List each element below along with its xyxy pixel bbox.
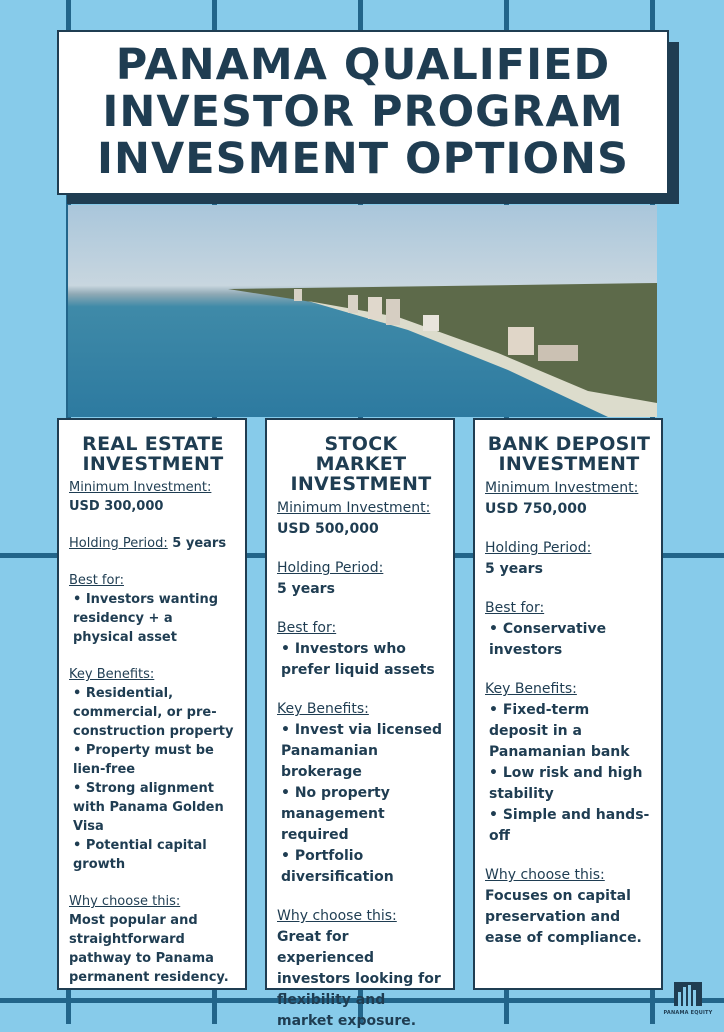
title-line: PANAMA QUALIFIED [115, 40, 611, 90]
card-heading: REAL ESTATE INVESTMENT [82, 433, 224, 475]
best-for-item: Investors who prefer liquid assets [281, 641, 435, 678]
why-label: Why choose this: [69, 894, 181, 909]
buildings-icon [674, 982, 702, 1006]
bank-deposit-card: BANK DEPOSIT INVESTMENT Minimum Investment: USD 750,000 Holding Period: 5 years Best for: • Conservative investors Key Benefits: • Fixed-term deposit in a Panamanian bank • Low risk and high stability • Simple and hands-off Why choose this: Focuses on capital preservation and ease of compliance. [473, 418, 663, 990]
stock-market-card: STOCK MARKET INVESTMENT Minimum Investment: USD 500,000 Holding Period: 5 years Best for: • Investors who prefer liquid assets Key Benefits: • Invest via licensed Panamanian brokerage • No property management required • Portfolio diversification Why choose this: Great for experienced investors looking for flexibility and market exposure. [265, 418, 455, 990]
holding-period-label: Holding Period: [485, 540, 592, 556]
logo-text: PANAMA EQUITY [663, 1010, 713, 1016]
benefit-item: Simple and hands-off [489, 807, 650, 844]
best-for-label: Best for: [277, 620, 337, 636]
min-investment-label: Minimum Investment: [277, 500, 431, 516]
real-estate-card: REAL ESTATE INVESTMENT Minimum Investment: USD 300,000 Holding Period: 5 years Best for: • Investors wanting residency + a physical asset Key Benefits: • Residential, commercial, or pre-construction property • Property must be lien-free • Strong alignment with Panama Golden Visa • Potential capital growth Why choose this: Most popular and straightforward pathway to Panama permanent residency. [57, 418, 247, 990]
benefit-item: Property must be lien-free [73, 743, 214, 777]
benefit-item: Invest via licensed Panamanian brokerage [281, 722, 442, 780]
best-for-item: Investors wanting residency + a physical asset [73, 592, 219, 645]
coastline-photo [68, 205, 657, 417]
title-line: INVESMENT OPTIONS [97, 134, 629, 184]
benefit-item: Strong alignment with Panama Golden Visa [73, 781, 224, 834]
benefit-item: Low risk and high stability [489, 765, 643, 802]
holding-period-label: Holding Period: [277, 560, 384, 576]
key-benefits-label: Key Benefits: [69, 667, 155, 682]
card-heading: STOCK MARKET INVESTMENT [290, 433, 432, 495]
why-label: Why choose this: [485, 867, 605, 883]
min-investment-value: USD 500,000 [277, 521, 379, 537]
benefit-item: Potential capital growth [73, 838, 207, 872]
why-text: Focuses on capital preservation and ease of compliance. [485, 888, 642, 946]
min-investment-value: USD 750,000 [485, 501, 587, 517]
panama-equity-logo [662, 982, 714, 1016]
best-for-label: Best for: [69, 573, 124, 588]
min-investment-label: Minimum Investment: [69, 480, 212, 495]
benefit-item: Fixed-term deposit in a Panamanian bank [489, 702, 630, 760]
title-box [57, 30, 669, 195]
benefit-item: No property management required [281, 785, 390, 843]
card-heading: BANK DEPOSIT INVESTMENT [487, 433, 651, 475]
key-benefits-label: Key Benefits: [277, 701, 369, 717]
holding-period-value: 5 years [277, 581, 335, 597]
key-benefits-label: Key Benefits: [485, 681, 577, 697]
holding-period-value: 5 years [485, 561, 543, 577]
min-investment-value: USD 300,000 [69, 499, 164, 514]
title-line: INVESTOR PROGRAM [102, 87, 624, 137]
why-text: Great for experienced investors looking for flexibility and market exposure. [277, 929, 441, 1029]
min-investment-label: Minimum Investment: [485, 480, 639, 496]
why-text: Most popular and straightforward pathway to Panama permanent residency. [69, 913, 229, 985]
holding-period-value: 5 years [172, 536, 227, 551]
why-label: Why choose this: [277, 908, 397, 924]
benefit-item: Portfolio diversification [281, 848, 394, 885]
best-for-item: Conservative investors [489, 621, 607, 658]
holding-period-label: Holding Period: [69, 536, 168, 551]
benefit-item: Residential, commercial, or pre-construction property [73, 686, 234, 739]
best-for-label: Best for: [485, 600, 545, 616]
